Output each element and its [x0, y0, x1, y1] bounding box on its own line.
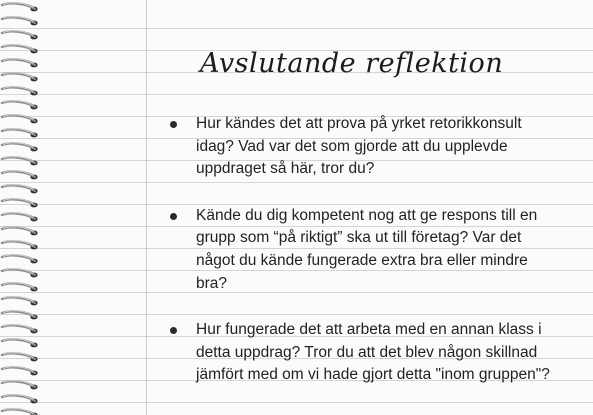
- list-item: [168, 319, 558, 387]
- list-item: [168, 205, 558, 295]
- spiral-binding-icon: [0, 0, 46, 415]
- bullet-icon: [170, 121, 177, 128]
- margin-line: [146, 0, 147, 415]
- bullet-icon: [170, 213, 177, 220]
- question-text: Hur kändes det att prova på yrket retorikkonsult idag? Vad var det som gjorde att du upplevde uppdraget så här, tror du?: [196, 115, 522, 178]
- list-item: [168, 113, 558, 181]
- page-title: Avslutande reflektion: [200, 48, 504, 79]
- question-text: Kände du dig kompetent nog att ge respons till en grupp som “på riktigt” ska ut till företag? Var det något du kände fungerade extra bra eller mindre bra?: [196, 206, 538, 292]
- bullet-icon: [170, 327, 177, 334]
- question-list: [168, 113, 558, 411]
- question-text: Hur fungerade det att arbeta med en annan klass i detta uppdrag? Tror du att det blev någon skillnad jämfört med om vi hade gjort detta "inom gruppen"?: [196, 321, 550, 384]
